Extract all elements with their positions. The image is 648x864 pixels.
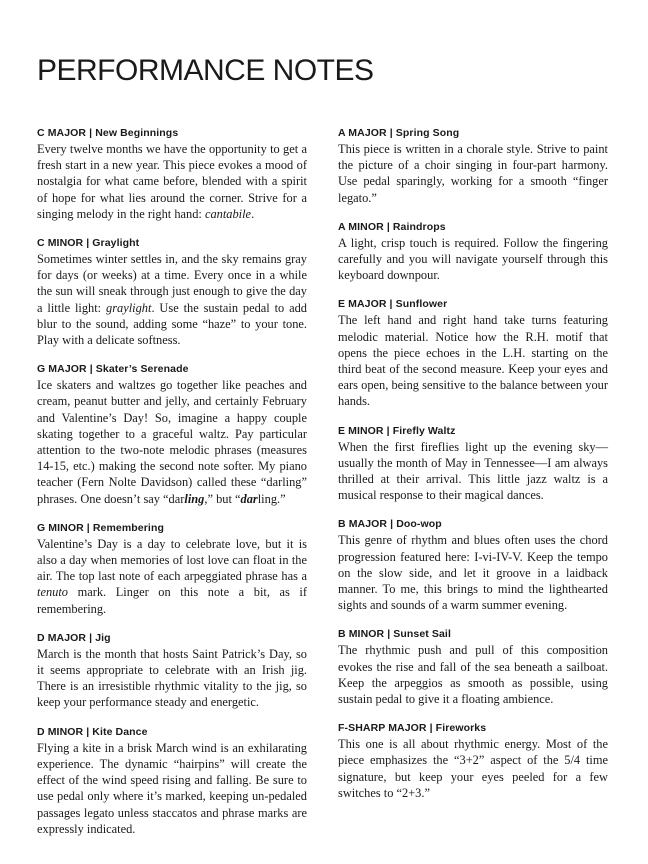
note-entry [338, 425, 608, 504]
note-heading: A MAJOR | Spring Song [338, 127, 460, 139]
page-title: PERFORMANCE NOTES [37, 54, 374, 87]
note-text-run: . [251, 206, 255, 221]
note-text-run: Every twelve months we have the opportunity to get a fresh start in a new year. This piece evokes a mood of nostalgia for what came before, blended with a spirit of hope for what lies around the corner. Strive for a singing melody in the right hand: [37, 142, 307, 221]
note-text-run: Ice skaters and waltzes go together like peaches and cream, peanut butter and jelly, and certainly February and Valentine’s Day! So, imagine a happy couple skating together to a graceful waltz. Pay particular attention to the two-note melodic phrases (measures 14-15, etc.) making the second note softer. My piano teacher (Fern Nolte Davidson) called these “darling” phrases. One doesn’t say “dar [37, 378, 307, 506]
note-text-run: When the first fireflies light up the evening sky—usually the month of May in Tennessee—I am always thrilled at their arrival. This little jazz waltz is a musical response to their magical dances. [338, 439, 608, 503]
note-text-run: The left hand and right hand take turns featuring melodic material. Notice how the R.H. motif that opens the piece echoes in the L.H. starting on the third beat of the second measure. Keep your eyes and ears open, being sensitive to the balance between your hands. [338, 313, 608, 409]
note-heading: E MAJOR | Sunflower [338, 298, 448, 311]
note-heading: G MINOR | Remembering [37, 521, 164, 534]
note-entry [338, 518, 608, 613]
note-body [338, 736, 608, 801]
note-text-run: . Use the sustain pedal to add blur to the sound, adding some “haze” to your tone. Play with a delicate softness. [37, 300, 308, 348]
note-text-run: The rhythmic push and pull of this composition evokes the rise and fall of the sea beneath a sailboat. Keep the arpeggios as smooth as possible, using sustain pedal to give it a floating ambience. [338, 643, 608, 707]
note-text-run: A light, crisp touch is required. Follow the fingering carefully and you will navigate yourself through this keyboard downpour. [338, 235, 608, 283]
note-entry [37, 632, 307, 711]
note-entry [37, 522, 307, 617]
note-heading: G MAJOR | Skater’s Serenade [37, 363, 189, 376]
note-entry [37, 237, 307, 348]
note-body [338, 312, 608, 409]
note-text-run: Sometimes winter settles in, and the sky remains gray for days (or weeks) at a time. Every once in a while the sun will sneak through just enough to give the day a little light: [37, 252, 307, 315]
note-body [37, 536, 307, 617]
note-heading: F-SHARP MAJOR | Fireworks [338, 722, 487, 735]
note-body [37, 740, 307, 837]
note-text-run: This genre of rhythm and blues often uses the chord progression featured here: I-vi-IV-V. Keep the tempo on the slow side, and let it groove in a laidback manner. To me, this brings to mind the lighthearted sights and sounds of a warm summer evening. [338, 533, 608, 613]
note-entry [338, 722, 608, 801]
note-body [37, 251, 307, 348]
note-body [338, 141, 608, 206]
note-entry [37, 363, 307, 507]
note-text-run: Flying a kite in a brisk March wind is an exhilarating experience. The dynamic “hairpins” will create the effect of the wind speed rising and falling. Be sure to use pedal only where it’s marked, keeping un-pedaled passages legato unless staccatos and phrase marks are expressly indicated. [37, 740, 307, 836]
note-heading: A MINOR | Raindrops [338, 220, 446, 233]
note-heading: B MAJOR | Doo-wop [338, 518, 442, 531]
note-text-run: This one is all about rhythmic energy. Most of the piece emphasizes the “3+2” aspect of the 5/4 time signature, but keep your eyes peeled for a few switches to “2+3.” [338, 737, 608, 800]
note-body [37, 141, 307, 222]
note-body [338, 642, 608, 707]
note-entry [37, 127, 307, 222]
note-body [338, 532, 608, 613]
note-heading: D MAJOR | Jig [37, 631, 111, 644]
note-entry [338, 127, 608, 206]
note-heading: C MINOR | Graylight [37, 237, 140, 250]
note-text-run: cantabile [204, 206, 252, 221]
note-text-run: ,” but “ [204, 491, 241, 506]
note-entry [338, 221, 608, 284]
note-entry [338, 298, 608, 409]
note-entry [338, 628, 608, 707]
right-column [338, 127, 608, 816]
note-text-run: ling.” [257, 491, 286, 506]
note-body [37, 377, 307, 507]
note-entry [37, 726, 307, 837]
note-text-run: March is the month that hosts Saint Patrick’s Day, so it seems appropriate to celebrate with an Irish jig. There is an irresistible rhythmic vitality to the jig, so keep your performance steady and energetic. [37, 646, 307, 710]
note-heading: E MINOR | Firefly Waltz [338, 424, 456, 437]
note-text-run: mark. Linger on this note a bit, as if remembering. [37, 585, 307, 616]
note-text-run: graylight [106, 300, 152, 315]
note-heading: D MINOR | Kite Dance [37, 725, 148, 738]
left-column [37, 127, 307, 852]
note-body [37, 646, 307, 711]
note-text-run: Valentine’s Day is a day to celebrate love, but it is also a day when memories of lost love can float in the air. The top last note of each arpeggiated phrase has a [37, 536, 307, 584]
note-body [338, 235, 608, 284]
note-heading: B MINOR | Sunset Sail [338, 628, 451, 641]
note-body [338, 439, 608, 504]
note-text-run: ling [184, 491, 205, 506]
note-heading: C MAJOR | New Beginnings [37, 127, 179, 139]
note-text-run: dar [240, 491, 258, 506]
note-text-run: tenuto [37, 585, 68, 600]
note-text-run: This piece is written in a chorale style. Strive to paint the picture of a choir singing in four-part harmony. Use pedal sparingly, working for a smooth “finger legato.” [338, 142, 608, 205]
